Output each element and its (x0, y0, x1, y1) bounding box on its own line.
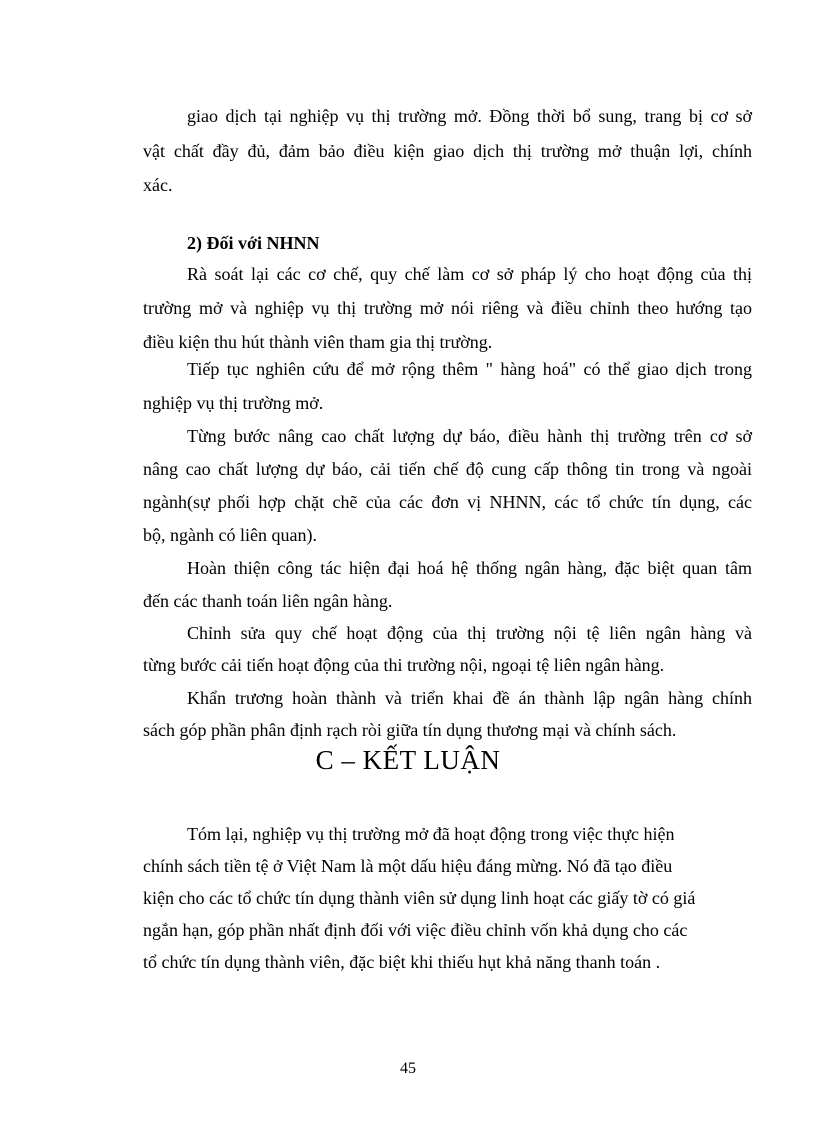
text-line: Từng bước nâng cao chất lượng dự báo, điều hành thị trường trên cơ sở (187, 426, 752, 446)
text-line: nghiệp vụ thị trường mở. (143, 393, 324, 413)
text-line: từng bước cải tiến hoạt động của thi trường nội, ngoại tệ liên ngân hàng. (143, 655, 665, 675)
text-line: xác. (143, 175, 173, 195)
text-line: ngắn hạn, góp phần nhất định đối với việc điều chỉnh vốn khả dụng cho các (143, 920, 688, 940)
section-heading: 2) Đối với NHNN (187, 233, 320, 253)
page-number: 45 (400, 1060, 416, 1077)
text-line: điều kiện thu hút thành viên tham gia thị trường. (143, 332, 493, 352)
text-line: trường mở và nghiệp vụ thị trường mở nói riêng và điều chỉnh theo hướng tạo (143, 298, 752, 318)
text-line: đến các thanh toán liên ngân hàng. (143, 591, 393, 611)
text-line: Tiếp tục nghiên cứu để mở rộng thêm " hàng hoá" có thể giao dịch trong (187, 359, 752, 379)
text-line: Rà soát lại các cơ chế, quy chế làm cơ sở pháp lý cho hoạt động của thị (187, 264, 752, 284)
text-line: Khẩn trương hoàn thành và triển khai đề án thành lập ngân hàng chính (187, 688, 752, 708)
text-line: Chỉnh sửa quy chế hoạt động của thị trường nội tệ liên ngân hàng và (187, 623, 752, 643)
text-line: Tóm lại, nghiệp vụ thị trường mở đã hoạt động trong việc thực hiện (187, 824, 675, 844)
text-line: vật chất đầy đủ, đảm bảo điều kiện giao dịch thị trường mở thuận lợi, chính (143, 141, 752, 161)
text-line: kiện cho các tổ chức tín dụng thành viên sử dụng linh hoạt các giấy tờ có giá (143, 888, 696, 908)
text-line: chính sách tiền tệ ở Việt Nam là một dấu hiệu đáng mừng. Nó đã tạo điều (143, 856, 673, 876)
text-line: nâng cao chất lượng dự báo, cải tiến chế độ cung cấp thông tin trong và ngoài (143, 459, 752, 479)
text-line: Hoàn thiện công tác hiện đại hoá hệ thống ngân hàng, đặc biệt quan tâm (187, 558, 752, 578)
text-line: ngành(sự phối hợp chặt chẽ của các đơn vị NHNN, các tổ chức tín dụng, các (143, 492, 752, 512)
conclusion-title: C – KẾT LUẬN (315, 745, 501, 775)
text-line: bộ, ngành có liên quan). (143, 525, 317, 545)
text-line: tổ chức tín dụng thành viên, đặc biệt khi thiếu hụt khả năng thanh toán . (143, 952, 661, 972)
text-line: sách góp phần phân định rạch ròi giữa tín dụng thương mại và chính sách. (143, 720, 677, 740)
text-line: giao dịch tại nghiệp vụ thị trường mở. Đồng thời bổ sung, trang bị cơ sở (187, 106, 752, 126)
